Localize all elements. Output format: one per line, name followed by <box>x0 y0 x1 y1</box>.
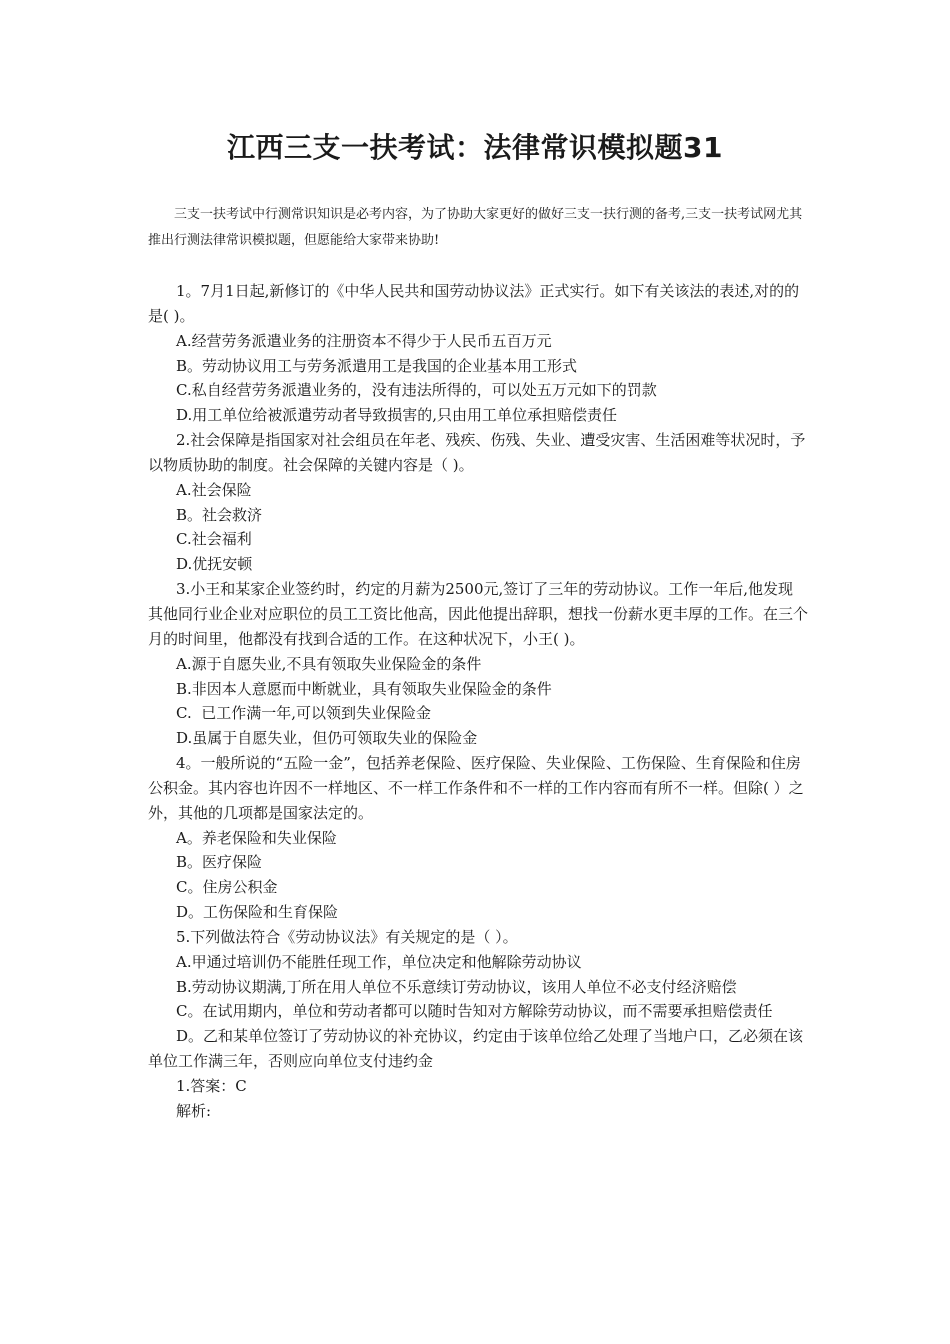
question-3-option-c: C. 已工作满一年,可以领到失业保险金 <box>176 704 432 723</box>
question-2-stem: 2.社会保障是指国家对社会组员在年老、残疾、伤残、失业、遭受灾害、生活困难等状况时，予以物质协助的制度。社会保障的关键内容是（ )。 <box>148 431 806 474</box>
question-5-stem: 5.下列做法符合《劳动协议法》有关规定的是（ ）。 <box>176 927 518 946</box>
question-4-option-a: A。养老保险和失业保险 <box>176 828 337 847</box>
question-5-option-b: B.劳动协议期满,丁所在用人单位不乐意续订劳动协议，该用人单位不必支付经济赔偿 <box>176 977 737 996</box>
question-1-option-d: D.用工单位给被派遣劳动者导致损害的,只由用工单位承担赔偿责任 <box>176 406 618 425</box>
intro-paragraph: 三支一扶考试中行测常识知识是必考内容，为了协助大家更好的做好三支一扶行测的备考,三支一扶考试网尤其推出行测法律常识模拟题，但愿能给大家带来协助! <box>148 207 803 248</box>
question-5-option-a: A.甲通过培训仍不能胜任现工作，单位决定和他解除劳动协议 <box>176 952 582 971</box>
answer-1-explanation-label: 解析: <box>176 1101 212 1120</box>
question-2-option-d: D.优抚安顿 <box>176 555 253 574</box>
question-2-option-a: A.社会保险 <box>176 480 252 499</box>
question-1-option-c: C.私自经营劳务派遣业务的，没有违法所得的，可以处五万元如下的罚款 <box>176 381 657 400</box>
question-3-option-a: A.源于自愿失业,不具有领取失业保险金的条件 <box>176 654 482 673</box>
question-4-stem: 4。一般所说的“五险一金”，包括养老保险、医疗保险、失业保险、工伤保险、生育保险和住房公积金。其内容也许因不一样地区、不一样工作条件和不一样的工作内容而有所不一样。但除( ）之外，其他的几项都是国家法定的。 <box>148 754 804 822</box>
question-5-option-d: D。乙和某单位签订了劳动协议的补充协议，约定由于该单位给乙处理了当地户口，乙必须在该单位工作满三年，否则应向单位支付违约金 <box>148 1027 804 1071</box>
question-4-option-c: C。住房公积金 <box>176 878 278 897</box>
question-2-option-b: B。社会救济 <box>176 505 263 524</box>
question-5-option-c: C。在试用期内，单位和劳动者都可以随时告知对方解除劳动协议，而不需要承担赔偿责任 <box>176 1002 773 1021</box>
question-3-option-d: D.虽属于自愿失业，但仍可领取失业的保险金 <box>176 729 478 748</box>
question-3-option-b: B.非因本人意愿而中断就业，具有领取失业保险金的条件 <box>176 679 552 698</box>
question-4-option-d: D。工伤保险和生育保险 <box>176 903 339 922</box>
question-2-option-c: C.社会福利 <box>176 530 252 549</box>
answer-1: 1.答案：C <box>176 1077 247 1095</box>
question-3-stem: 3.小王和某家企业签约时，约定的月薪为2500元,签订了三年的劳动协议。工作一年后,他发现其他同行业企业对应职位的员工工资比他高，因此他提出辞职，想找一份薪水更丰厚的工作。在三个月的时间里，他都没有找到合适的工作。在这种状况下，小王( )。 <box>148 580 809 648</box>
page-title: 江西三支一扶考试：法律常识模拟题31 <box>227 131 723 164</box>
question-1-option-b: B。劳动协议用工与劳务派遣用工是我国的企业基本用工形式 <box>176 356 578 375</box>
question-1-stem: 1。7月1日起,新修订的《中华人民共和国劳动协议法》正式实行。如下有关该法的表述,对的的是( )。 <box>148 282 800 325</box>
question-content <box>148 279 808 1124</box>
question-4-option-b: B。医疗保险 <box>176 853 263 872</box>
question-1-option-a: A.经营劳务派遣业务的注册资本不得少于人民币五百万元 <box>176 331 552 350</box>
